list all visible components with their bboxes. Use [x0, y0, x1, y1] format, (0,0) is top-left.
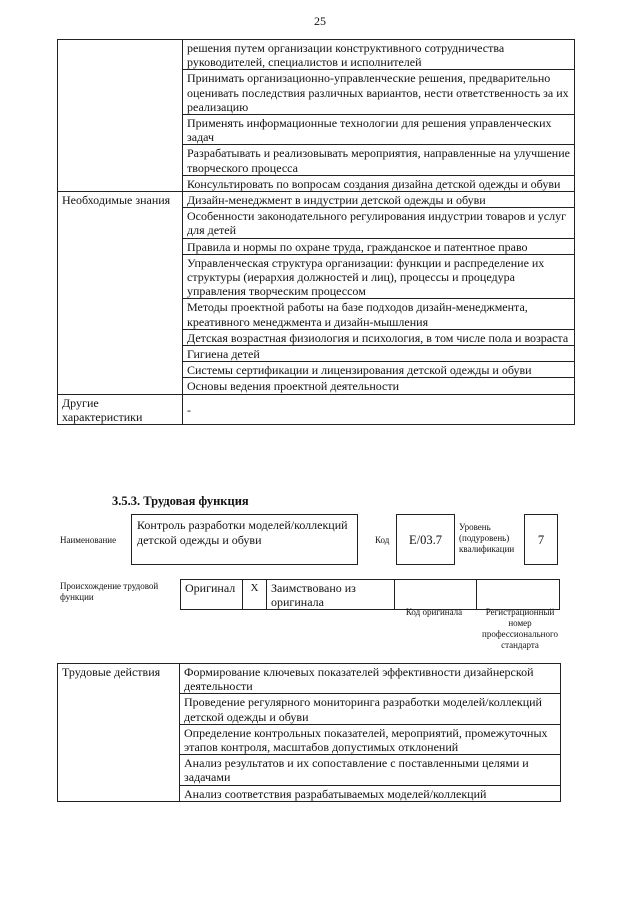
table-cell: Принимать организационно-управленческие решения, предварительно оценивать последствия различных вариантов, нести ответственность за их реализацию: [183, 70, 575, 115]
table-row: [58, 329, 575, 345]
table-cell-left: [58, 362, 183, 378]
section-title: 3.5.3. Трудовая функция: [112, 494, 249, 508]
table-cell-left: [58, 299, 183, 329]
table-cell: решения путем организации конструктивного сотрудничества руководителей, специалистов и исполнителей: [183, 40, 575, 70]
origin-code-cell: [395, 580, 477, 610]
table-cell: Гигиена детей: [183, 346, 575, 362]
table-cell-left: [58, 175, 183, 191]
table-row: [58, 70, 575, 115]
origin-reg-cell: [477, 580, 560, 610]
page-number: 25: [314, 14, 326, 28]
other-characteristics-label: Другие характеристики: [58, 394, 183, 424]
table-cell: Управленческая структура организации: функции и распределение их структуры (иерархия должностей и лиц), процессы и процедура управления творческим процессом: [183, 254, 575, 299]
table-cell-left: [58, 785, 180, 801]
table-cell: Применять информационные технологии для решения управленческих задач: [183, 115, 575, 145]
table-cell: Консультировать по вопросам создания дизайна детской одежды и обуви: [183, 175, 575, 191]
table-cell: Методы проектной работы на базе подходов дизайн-менеджмента, креативного менеджмента и дизайн-мышления: [183, 299, 575, 329]
table-cell-left: [58, 40, 183, 70]
table-row: [58, 40, 575, 70]
origin-mark: X: [243, 580, 267, 610]
table-cell: Формирование ключевых показателей эффективности дизайнерской деятельности: [180, 664, 561, 694]
function-name-box: [131, 514, 358, 565]
origin-table: [180, 579, 560, 610]
origin-label: Происхождение трудовой функции: [60, 581, 159, 602]
code-box: [396, 514, 455, 565]
table-row: [58, 208, 575, 238]
table-cell: Системы сертификации и лицензирования детской одежды и обуви: [183, 362, 575, 378]
table-row: [58, 115, 575, 145]
table-row: [58, 694, 561, 724]
table-row: [58, 192, 575, 208]
table-cell: Дизайн-менеджмент в индустрии детской одежды и обуви: [183, 192, 575, 208]
table-row: [58, 346, 575, 362]
table-cell-left: [58, 238, 183, 254]
function-name: Контроль разработки моделей/коллекций детской одежды и обуви: [137, 518, 348, 547]
table-cell: Определение контрольных показателей, мероприятий, промежуточных этапов контроля, масштабов допустимых отклонений: [180, 724, 561, 754]
function-code: E/03.7: [409, 533, 442, 547]
table-row: [58, 394, 575, 424]
code-caption: Код оригинала: [405, 607, 463, 617]
level-label: Уровень (подуровень) квалификации: [459, 522, 515, 554]
table-row: [58, 299, 575, 329]
table-row: [58, 378, 575, 394]
table-row: [58, 755, 561, 785]
knowledge-label: Необходимые знания: [58, 192, 183, 208]
table-cell-left: [58, 329, 183, 345]
table-cell: Проведение регулярного мониторинга разработки моделей/коллекций детской одежды и обуви: [180, 694, 561, 724]
table-row: [58, 145, 575, 175]
table-cell: Анализ соответствия разрабатываемых моделей/коллекций: [180, 785, 561, 801]
reg-caption: Регистрационный номер профессионального стандарта: [482, 607, 558, 650]
table-cell-left: [58, 254, 183, 299]
table-cell-left: [58, 346, 183, 362]
table-cell-left: [58, 145, 183, 175]
table-cell: Правила и нормы по охране труда, гражданское и патентное право: [183, 238, 575, 254]
name-label: Наименование: [60, 535, 117, 545]
table-cell-left: [58, 115, 183, 145]
level-value: 7: [537, 533, 545, 547]
level-box: [524, 514, 558, 565]
table-row: [58, 362, 575, 378]
origin-borrowed: Заимствовано из оригинала: [267, 580, 395, 610]
origin-original: Оригинал: [181, 580, 243, 610]
table-cell-left: [58, 724, 180, 754]
table-cell-left: [58, 694, 180, 724]
table-cell-left: [58, 208, 183, 238]
knowledge-skills-table: [57, 39, 575, 425]
table-row: [58, 175, 575, 191]
table-row: [58, 724, 561, 754]
table-row: [58, 254, 575, 299]
table-cell-left: [58, 70, 183, 115]
code-label: Код: [375, 535, 390, 545]
table-row: [181, 580, 560, 610]
table-cell-left: [58, 755, 180, 785]
table-cell: Анализ результатов и их сопоставление с поставленными целями и задачами: [180, 755, 561, 785]
table-row: [58, 238, 575, 254]
table-cell-left: [58, 378, 183, 394]
table-cell: Особенности законодательного регулирования индустрии товаров и услуг для детей: [183, 208, 575, 238]
table-row: [58, 785, 561, 801]
table-cell: Разрабатывать и реализовывать мероприятия, направленные на улучшение творческого процесса: [183, 145, 575, 175]
table-row: [58, 664, 561, 694]
table-cell: Основы ведения проектной деятельности: [183, 378, 575, 394]
labor-actions-label: Трудовые действия: [58, 664, 180, 694]
other-characteristics-value: -: [183, 394, 575, 424]
table-cell: Детская возрастная физиология и психология, в том числе пола и возраста: [183, 329, 575, 345]
labor-actions-table: [57, 663, 561, 802]
